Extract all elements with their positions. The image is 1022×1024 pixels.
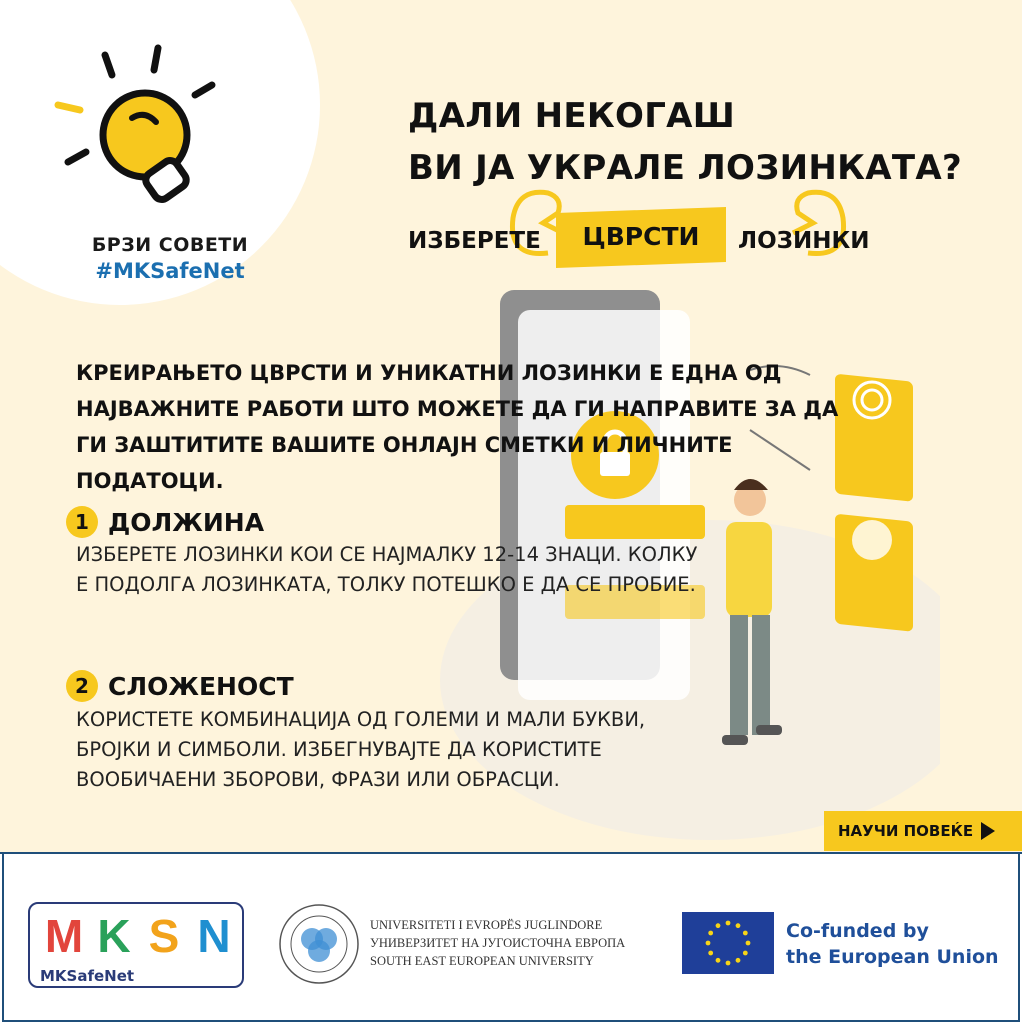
eu-star: [743, 951, 748, 956]
section-length-title: [66, 506, 264, 538]
seeu-seal-icon: [278, 903, 360, 985]
university-line: SOUTH EAST EUROPEAN UNIVERSITY: [370, 954, 594, 968]
section-complexity-body: [76, 705, 645, 795]
number-badge: 2: [66, 670, 98, 702]
choose-word-3: ЛОЗИНКИ: [738, 228, 870, 254]
section-complexity-title: [66, 670, 294, 702]
choose-strong-passwords: [408, 210, 968, 270]
mksn-logo: [42, 912, 236, 960]
body-line: КОРИСТЕТЕ КОМБИНАЦИЈА ОД ГОЛЕМИ И МАЛИ БУКВИ,: [76, 708, 646, 731]
learn-more-button[interactable]: [824, 811, 1022, 851]
section-title-text: ДОЛЖИНА: [108, 507, 265, 537]
eu-star: [746, 941, 751, 946]
lightbulb-icon: [50, 40, 230, 220]
eu-star: [716, 958, 721, 963]
university-line: УНИВЕРЗИТЕТ НА ЈУГОИСТОЧНА ЕВРОПА: [370, 936, 626, 950]
eu-cofunded-text: [786, 918, 999, 970]
number-badge: 1: [66, 506, 98, 538]
eu-line: Co-funded by: [786, 920, 929, 942]
eu-star: [706, 941, 711, 946]
eu-star: [743, 931, 748, 936]
eu-star: [736, 923, 741, 928]
university-line: UNIVERSITETI I EVROPËS JUGLINDORE: [370, 918, 603, 932]
choose-word-1: ИЗБЕРЕТЕ: [408, 228, 541, 254]
mksn-tag: MKSafeNet: [40, 967, 150, 985]
logo-letter: S: [148, 910, 180, 962]
eu-flag-icon: [682, 912, 774, 974]
body-line: ИЗБЕРЕТЕ ЛОЗИНКИ КОИ СЕ НАЈМАЛКУ 12-14 ЗНАЦИ. КОЛКУ: [76, 543, 698, 566]
eu-star: [708, 931, 713, 936]
body-line: ВООБИЧАЕНИ ЗБОРОВИ, ФРАЗИ ИЛИ ОБРАСЦИ.: [76, 768, 560, 791]
eu-line: the European Union: [786, 946, 999, 968]
eu-star: [708, 951, 713, 956]
play-arrow-icon: [981, 822, 995, 840]
eu-star: [716, 923, 721, 928]
section-title-text: СЛОЖЕНОСТ: [108, 671, 294, 701]
logo-letter: K: [97, 910, 131, 962]
body-line: Е ПОДОЛГА ЛОЗИНКАТА, ТОЛКУ ПОТЕШКО Е ДА СЕ ПРОБИЕ.: [76, 573, 696, 596]
learn-more-label: НАУЧИ ПОВЕЌЕ: [838, 822, 974, 840]
eu-star: [736, 958, 741, 963]
logo-letter: M: [44, 910, 84, 962]
logo-letter: N: [197, 910, 231, 962]
intro-text: КРЕИРАЊЕТО ЦВРСТИ И УНИКАТНИ ЛОЗИНКИ Е ЕДНА ОД НАЈВАЖНИТЕ РАБОТИ ШТО МОЖЕТЕ ДА ГИ НАПРАВИТЕ ЗА ДА ГИ ЗАШТИТИТЕ ВАШИТЕ ОНЛАЈН СМЕТКИ И ЛИЧНИТЕ ПОДАТОЦИ.: [76, 361, 839, 493]
eu-star: [726, 961, 731, 966]
choose-word-2: ЦВРСТИ: [582, 222, 700, 251]
tips-label: БРЗИ СОВЕТИ: [91, 234, 249, 256]
headline-line-2: ВИ ЈА УКРАЛЕ ЛОЗИНКАТА?: [408, 148, 962, 188]
headline-line-1: ДАЛИ НЕКОГАШ: [408, 96, 736, 136]
eu-star: [726, 921, 731, 926]
hashtag: #MKSafeNet: [95, 259, 245, 283]
section-length-body: [76, 540, 697, 600]
university-name: [370, 916, 625, 970]
body-line: БРОЈКИ И СИМБОЛИ. ИЗБЕГНУВАЈТЕ ДА КОРИСТИТЕ: [76, 738, 602, 761]
face-id-icon: [835, 514, 913, 632]
